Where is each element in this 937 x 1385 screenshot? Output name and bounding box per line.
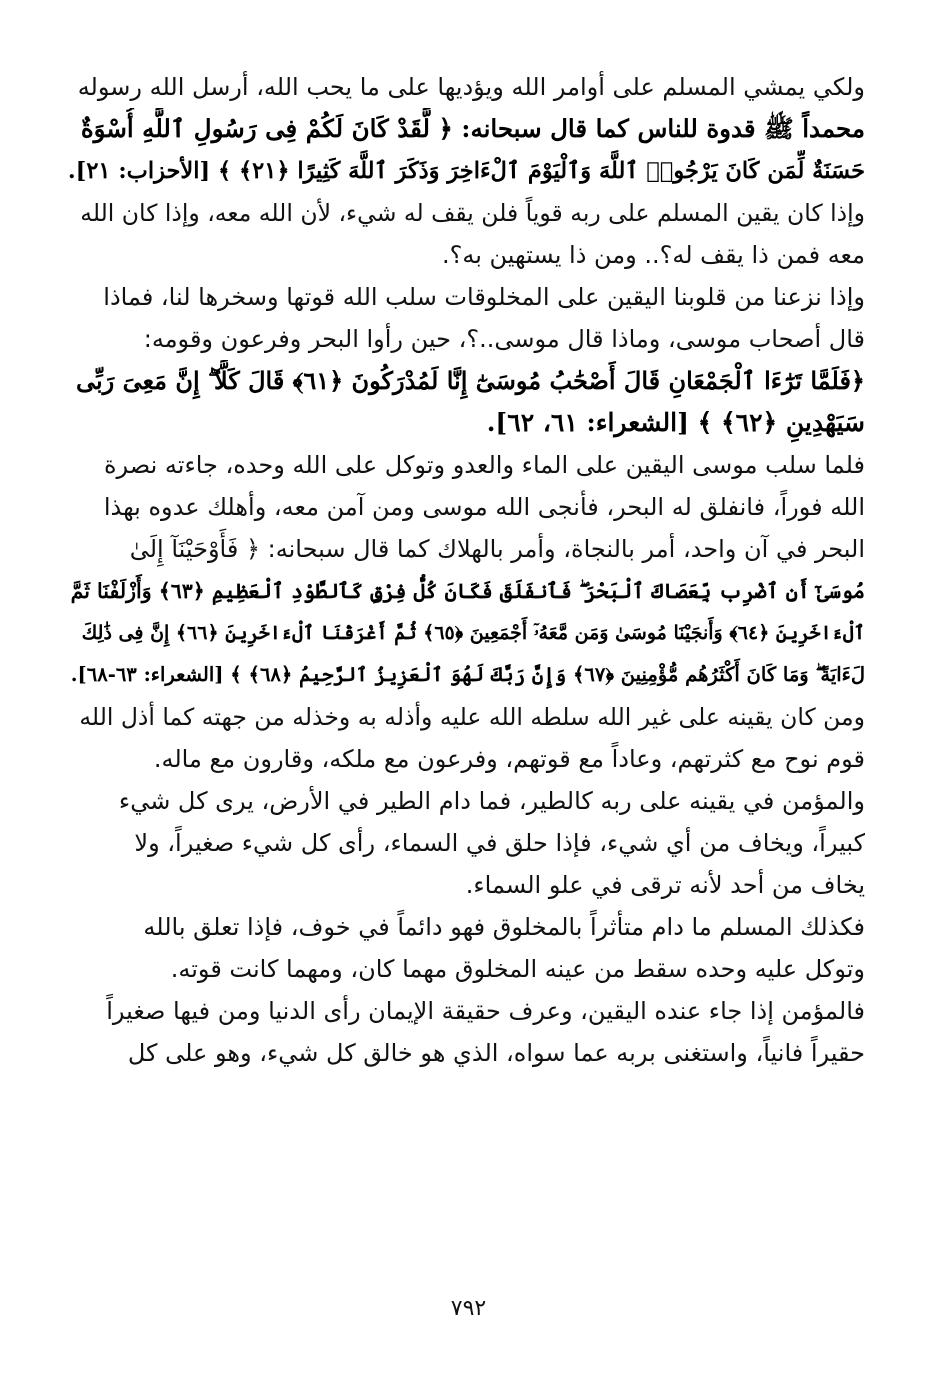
text-line: فالمؤمن إذا جاء عنده اليقين، وعرف حقيقة الإيمان رأى الدنيا ومن فيها صغيراً xyxy=(106,997,865,1025)
text-line: الله فوراً، فانفلق له البحر، فأنجى الله موسى ومن آمن معه، وأهلك عدوه بهذا xyxy=(103,493,865,521)
text-line: البحر في آن واحد، أمر بالنجاة، وأمر بالهلاك كما قال سبحانه: ﴿ فَأَوْحَيْنَآ إِلَىٰ xyxy=(129,535,865,563)
text-line: ومن كان يقينه على غير الله سلطه الله عليه وأذله به وخذله من جهته كما أذل الله xyxy=(79,703,865,731)
page-number: ٧٩٢ xyxy=(450,1296,487,1321)
text-line: فلما سلب موسى اليقين على الماء والعدو وتوكل على الله وحده، جاءته نصرة xyxy=(103,451,865,479)
text-line-quran: ٱلْءَاخَرِينَ ﴿٦٤﴾ وَأَنجَيْنَا مُوسَىٰ وَمَن مَّعَهُۥٓ أَجْمَعِينَ ﴿٦٥﴾ ثُمَّ أَغْرَقْنَا ٱلْءَاخَرِينَ ﴿٦٦﴾ إِنَّ فِى ذَٰلِكَ xyxy=(81,622,865,644)
text-line: وإذا نزعنا من قلوبنا اليقين على المخلوقات سلب الله قوتها وسخرها لنا، فماذا xyxy=(103,283,865,311)
text-line-quran: محمداً ﷺ قدوة للناس كما قال سبحانه: ﴿ لَّقَدْ كَانَ لَكُمْ فِى رَسُولِ ٱللَّهِ أُسْوَةٌ xyxy=(80,114,865,143)
text-line: معه فمن ذا يقف له؟.. ومن ذا يستهين به؟. xyxy=(441,241,865,269)
text-line: قال أصحاب موسى، وماذا قال موسى..؟، حين رأوا البحر وفرعون وقومه: xyxy=(143,325,865,353)
text-line: يخاف من أحد لأنه ترقى في علو السماء. xyxy=(465,871,865,899)
text-line-quran: سَيَهْدِينِ ﴿٦٢﴾ ﴾ [الشعراء: ٦١، ٦٢]. xyxy=(486,408,865,437)
body-text xyxy=(68,66,865,1074)
text-line: والمؤمن في يقينه على ربه كالطير، فما دام الطير في الأرض، يرى كل شيء xyxy=(118,787,865,815)
text-line: كبيراً، ويخاف من أي شيء، فإذا حلق في السماء، رأى كل شيء صغيراً، ولا xyxy=(134,829,865,857)
text-line-quran: حَسَنَةٌ لِّمَن كَانَ يَرْجُوا۟ ٱللَّهَ وَٱلْيَوْمَ ٱلْءَاخِرَ وَذَكَرَ ٱللَّهَ كَثِيرًا ﴿٢١﴾ ﴾ [الأحزاب: ٢١]. xyxy=(68,158,865,184)
text-line: حقيراً فانياً، واستغنى بربه عما سواه، الذي هو خالق كل شيء، وهو على كل xyxy=(127,1039,865,1067)
text-line: ولكي يمشي المسلم على أوامر الله ويؤديها على ما يحب الله، أرسل الله رسوله xyxy=(77,73,865,101)
text-line: فكذلك المسلم ما دام متأثراً بالمخلوق فهو دائماً في خوف، فإذا تعلق بالله xyxy=(143,913,865,941)
text-line: وإذا كان يقين المسلم على ربه قوياً فلن يقف له شيء، لأن الله معه، وإذا كان الله xyxy=(80,199,865,227)
text-line-quran: ﴿فَلَمَّا تَرَٰٓءَا ٱلْجَمْعَانِ قَالَ أَصْحَٰبُ مُوسَىٰٓ إِنَّا لَمُدْرَكُونَ ﴿٦١﴾ قَالَ كَلَّآ ۖ إِنَّ مَعِىَ رَبِّى xyxy=(75,366,865,395)
text-line-quran: مُوسَىٰٓ أَنِ ٱضْرِب بِّعَصَاكَ ٱلْبَحْرَ ۖ فَٱنفَلَقَ فَكَانَ كُلُّ فِرْقٍ كَٱلطَّوْدِ ٱلْعَظِيمِ ﴿٦٣﴾ وَأَزْلَفْنَا ثَمَّ xyxy=(70,579,865,603)
text-line: قوم نوح مع كثرتهم، وعاداً مع قوتهم، وفرعون مع ملكه، وقارون مع ماله. xyxy=(153,745,865,773)
text-line: وتوكل عليه وحده سقط من عينه المخلوق مهما كان، ومهما كانت قوته. xyxy=(170,955,865,983)
text-line-quran: لَءَايَةً ۖ وَمَا كَانَ أَكْثَرُهُم مُّؤْمِنِينَ ﴿٦٧﴾ وَإِنَّ رَبَّكَ لَهُوَ ٱلْعَزِيزُ ٱلرَّحِيمُ ﴿٦٨﴾ ﴾ [الشعراء: ٦٣-٦٨]. xyxy=(70,663,865,686)
